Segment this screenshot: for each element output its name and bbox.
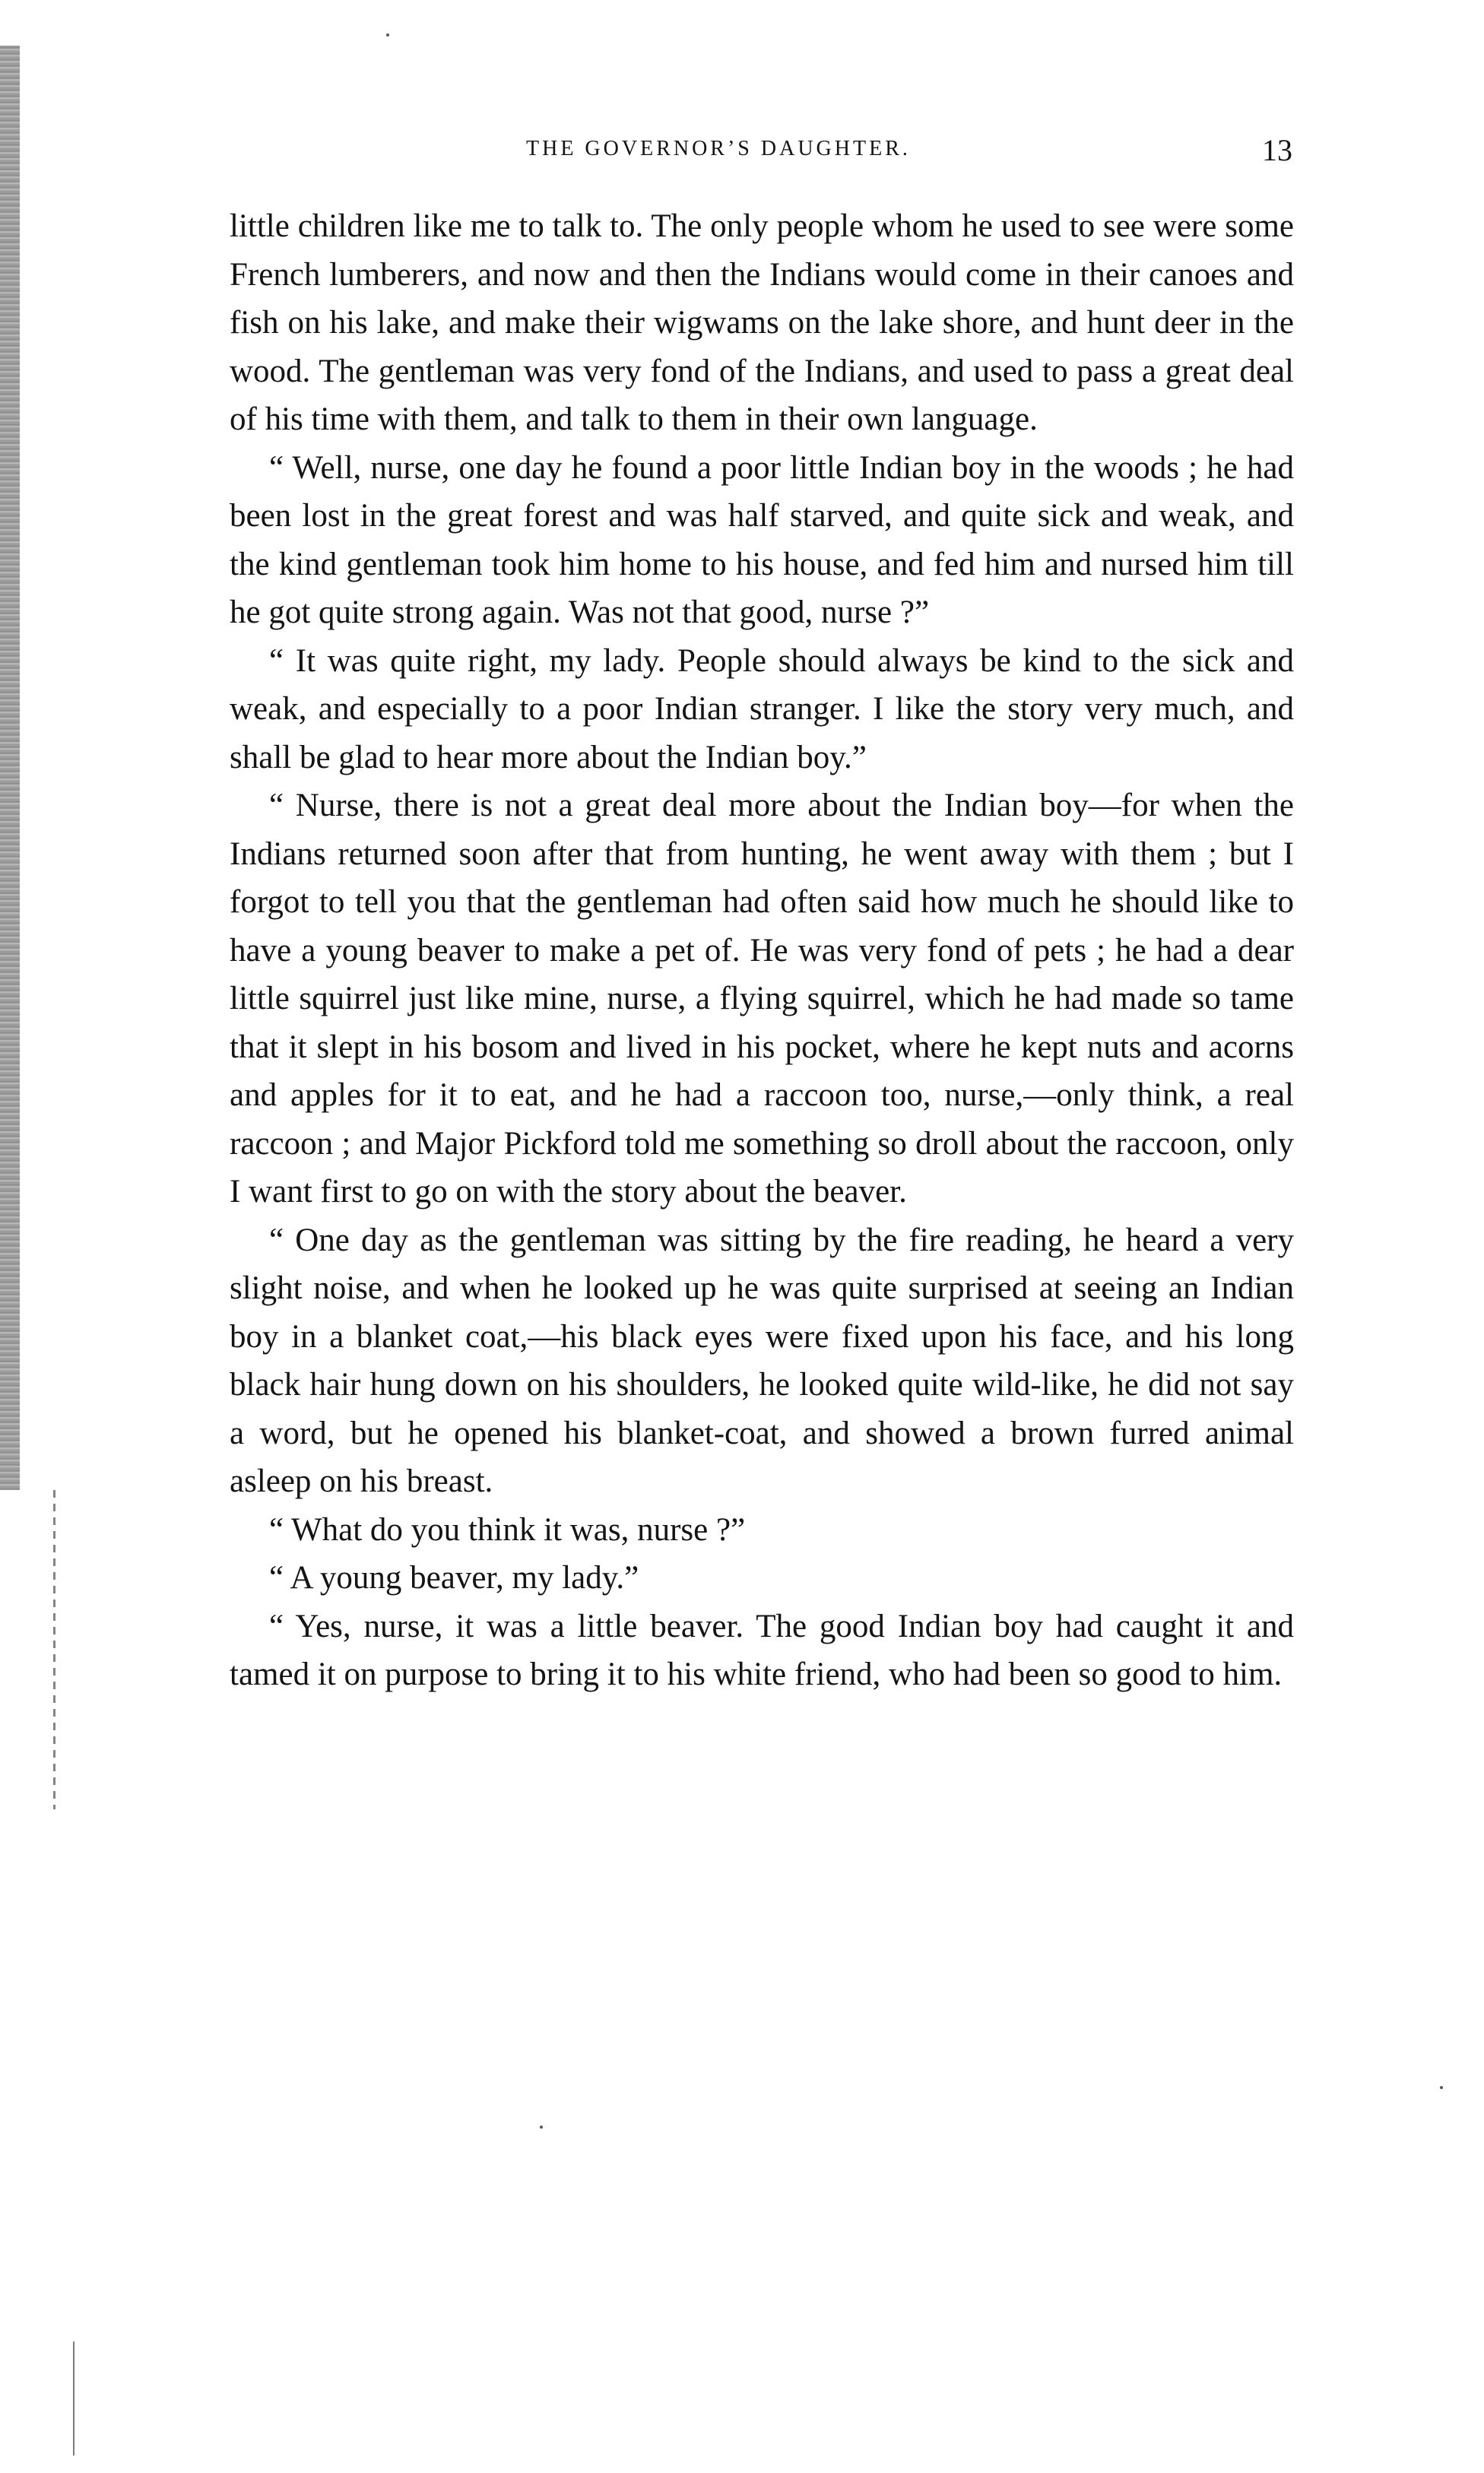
page-number: 13 [1262,133,1292,167]
running-head [228,133,1292,175]
scan-binding-edge [0,46,20,1490]
scan-speck [1440,2086,1443,2089]
page-body [230,202,1294,1699]
paragraph: “ It was quite right, my lady. People should always be kind to the sick and weak, and especially to a poor Indian stranger. I like the story very much, and shall be glad to hear more about the Indian boy.” [230,642,1294,775]
scan-speck [386,33,389,36]
scan-binding-edge-lower [53,1490,55,1809]
paragraph: “ Yes, nurse, it was a little beaver. The good Indian boy had caught it and tamed it on purpose to bring it to his white friend, who had been so good to him. [230,1608,1294,1692]
paragraph: “ A young beaver, my lady.” [269,1560,639,1596]
paragraph: “ Nurse, there is not a great deal more about the Indian boy—for when the Indians returned soon after that from hunting, he went away with them ; but I forgot to tell you that the gentleman had often said how much he should like to have a young beaver to make a pet of. He was very fond of pets ; he had a dear little squirrel just like mine, nurse, a flying squirrel, which he had made so tame that it slept in his bosom and lived in his pocket, where he kept nuts and acorns and apples for it to eat, and he had a raccoon too, nurse,—only think, a real raccoon ; and Major Pickford told me something so droll about the raccoon, only I want first to go on with the story about the beaver. [230,788,1294,1210]
paragraph: “ Well, nurse, one day he found a poor little Indian boy in the woods ; he had been lost in the great forest and was half starved, and quite sick and weak, and the kind gentleman took him home to his house, and fed him and nursed him till he got quite strong again. Was not that good, nurse ?” [230,449,1294,630]
scan-speck [540,2126,543,2129]
running-title: THE GOVERNOR’S DAUGHTER. [526,137,911,160]
paragraph: “ What do you think it was, nurse ?” [269,1511,746,1548]
scan-binding-edge-bottom [73,2341,75,2456]
paragraph: “ One day as the gentleman was sitting by the fire reading, he heard a very slight noise, and when he looked up he was quite surprised at seeing an Indian boy in a blanket coat,—his black eyes were fixed upon his face, and his long black hair hung down on his shoulders, he looked quite wild-like, he did not say a word, but he opened his blanket-coat, and showed a brown furred animal asleep on his breast. [230,1222,1294,1499]
paragraph-continued: little children like me to talk to. The only people whom he used to see were some French lumberers, and now and then the Indians would come in their canoes and fish on his lake, and make their wigwams on the lake shore, and hunt deer in the wood. The gentleman was very fond of the Indians, and used to pass a great deal of his time with them, and talk to them in their own language. [230,208,1294,437]
